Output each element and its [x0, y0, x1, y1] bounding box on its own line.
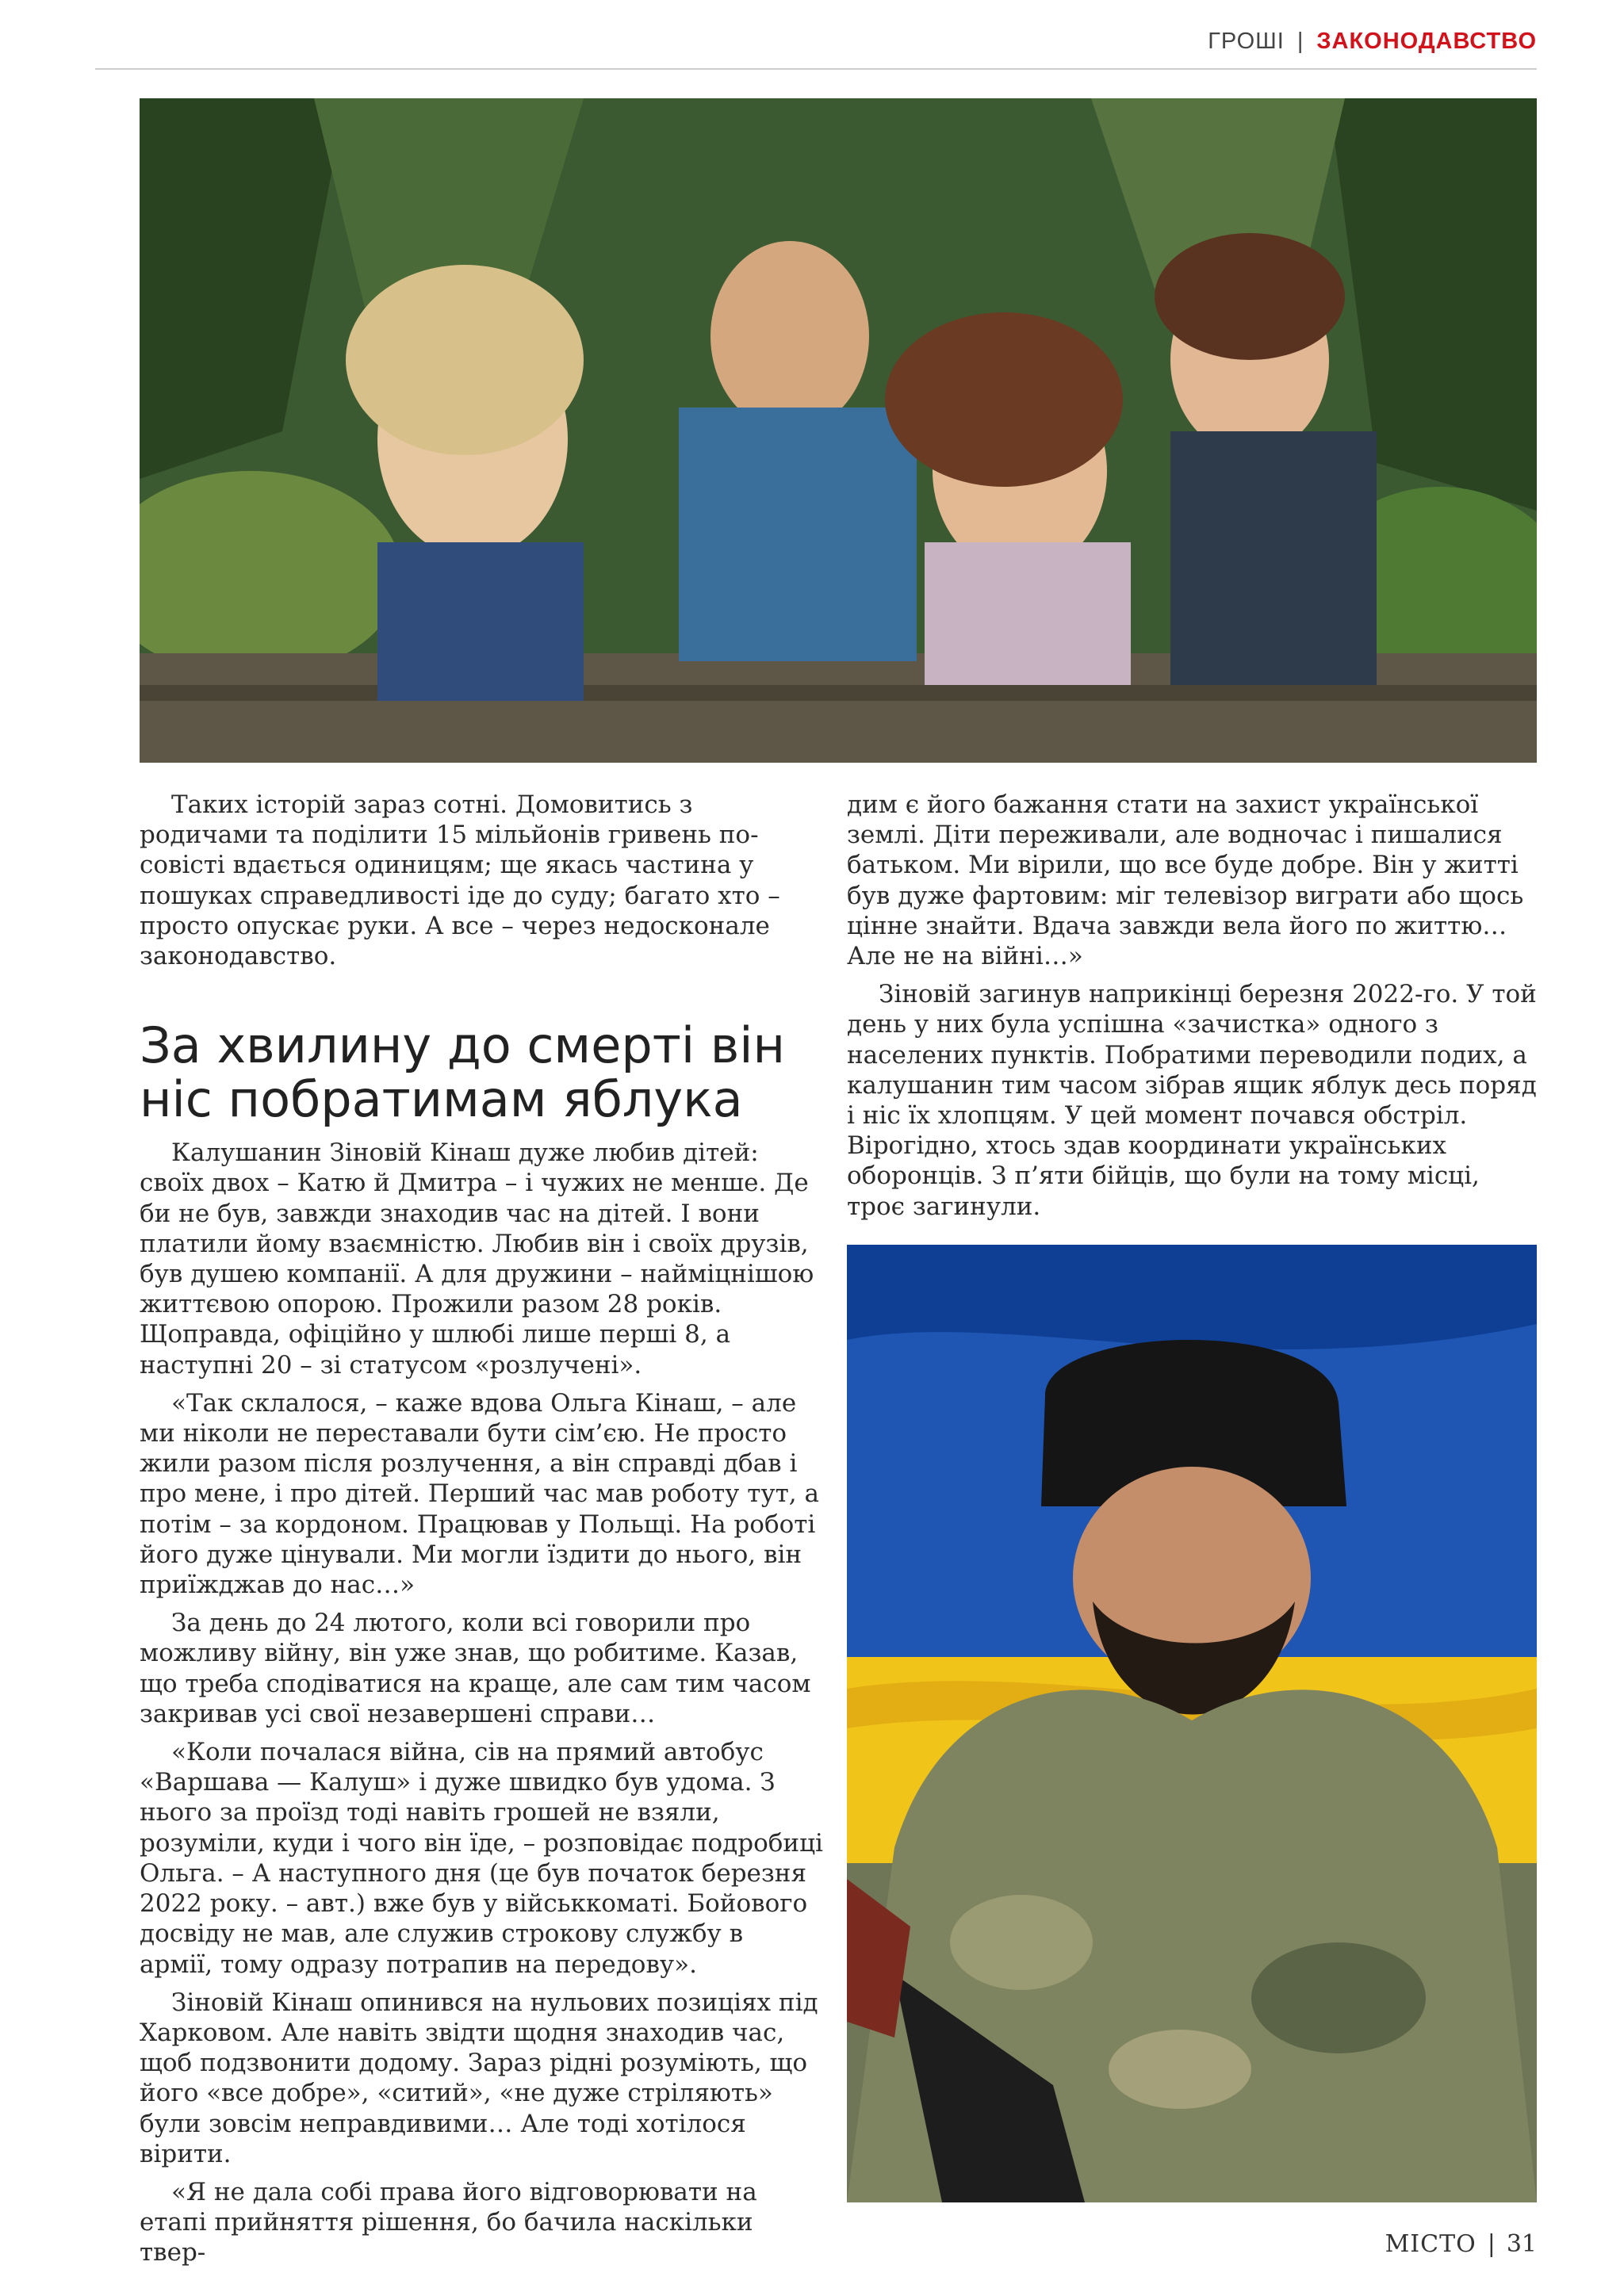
- body-paragraph: Калушанин Зіновій Кінаш дуже любив дітей: своїх двох – Катю й Дмитра – і чужих не менше. Де би не був, завжди знаходив час на дітей. І вони платили йому взаємністю. Любив він і своїх друзів, був душею компанії. А для дружини – найміцнішою життєвою опорою. Прожили разом 28 років. Щоправда, офіційно у шлюбі лише перші 8, а наступні 20 – зі статусом «розлучені».: [140, 1138, 814, 1380]
- body-paragraph: Зіновій загинув наприкінці березня 2022-го. У той день у них була успішна «зачистка» одного з населених пунктів. Побратими переводили подих, а калушанин тим часом зібрав ящик яблук десь поряд і ніс їх хлопцям. У цей момент почався обстріл. Вірогідно, хтось здав координати українських оборонців. З п’яти бійців, що були на тому місці, троє загинули.: [847, 980, 1537, 1221]
- body-paragraph: «Так склалося, – каже вдова Ольга Кінаш, – але ми ніколи не переставали бути сім’єю. Не просто жили разом після розлучення, а він справді дбав і про мене, і про дітей. Перший час мав роботу тут, а потім – за кордоном. Працював у Польщі. На роботі його дуже цінували. Ми могли їздити до нього, він приїжджав до нас…»: [140, 1388, 819, 1600]
- body-paragraph: «Я не дала собі права його відговорювати на етапі прийняття рішення, бо бачила наскільки твер-: [140, 2177, 757, 2267]
- article-right-column: [847, 790, 1537, 1230]
- header-separator: |: [1297, 29, 1304, 54]
- magazine-name: МІСТО: [1385, 2230, 1477, 2258]
- body-paragraph: За день до 24 лютого, коли всі говорили про можливу війну, він уже знав, що робитиме. Казав, що треба сподіватися на краще, але сам тим часом закривав усі свої незавершені справи…: [140, 1609, 811, 1728]
- body-paragraph: Зіновій Кінаш опинився на нульових позиціях під Харковом. Але навіть звідти щодня знаходив час, щоб подзвонити додому. Зараз рідні розуміють, що його «все добре», «ситий», «не дуже стріляють» були зовсім неправдивими… Але тоді хотілося вірити.: [140, 1988, 818, 2168]
- subsection-label[interactable]: ЗАКОНОДАВСТВО: [1316, 29, 1537, 54]
- footer-separator: |: [1487, 2230, 1496, 2258]
- section-header: [1208, 29, 1537, 55]
- soldier-portrait-photo: [847, 1245, 1537, 2202]
- header-rule: [95, 68, 1537, 70]
- intro-paragraph: Таких історій зараз сотні. Домовитись з родичами та поділити 15 мільйонів гривень по-совісті вдається одиницям; ще якась частина у пошуках справедливості іде до суду; багато хто – просто опускає руки. А все – через недосконале законодавство.: [140, 790, 780, 971]
- page-footer: [1385, 2230, 1537, 2258]
- body-paragraph: дим є його бажання стати на захист української землі. Діти переживали, але водночас і пишалися батьком. Ми вірили, що все буде добре. Він у житті був дуже фартовим: міг телевізор виграти або щось цінне знайти. Вдача завжди вела його по життю… Але не на війні…»: [847, 790, 1524, 971]
- section-label[interactable]: ГРОШІ: [1208, 29, 1285, 54]
- body-paragraph: «Коли почалася війна, сів на прямий автобус «Варшава — Калуш» і дуже швидко був удома. З нього за проїзд тоді навіть грошей не взяли, розуміли, куди і чого він їде, – розповідає подробиці Ольга. – А наступного дня (це був початок березня 2022 року. – авт.) вже був у військкоматі. Бойового досвіду не мав, але служив строкову службу в армії, тому одразу потрапив на передову».: [140, 1738, 823, 1979]
- page-number: 31: [1506, 2230, 1537, 2258]
- article-left-column: [140, 790, 823, 2276]
- article-headline: За хвилину до смерті він ніс побратимам яблука: [140, 1016, 786, 1129]
- family-photo: [140, 98, 1537, 763]
